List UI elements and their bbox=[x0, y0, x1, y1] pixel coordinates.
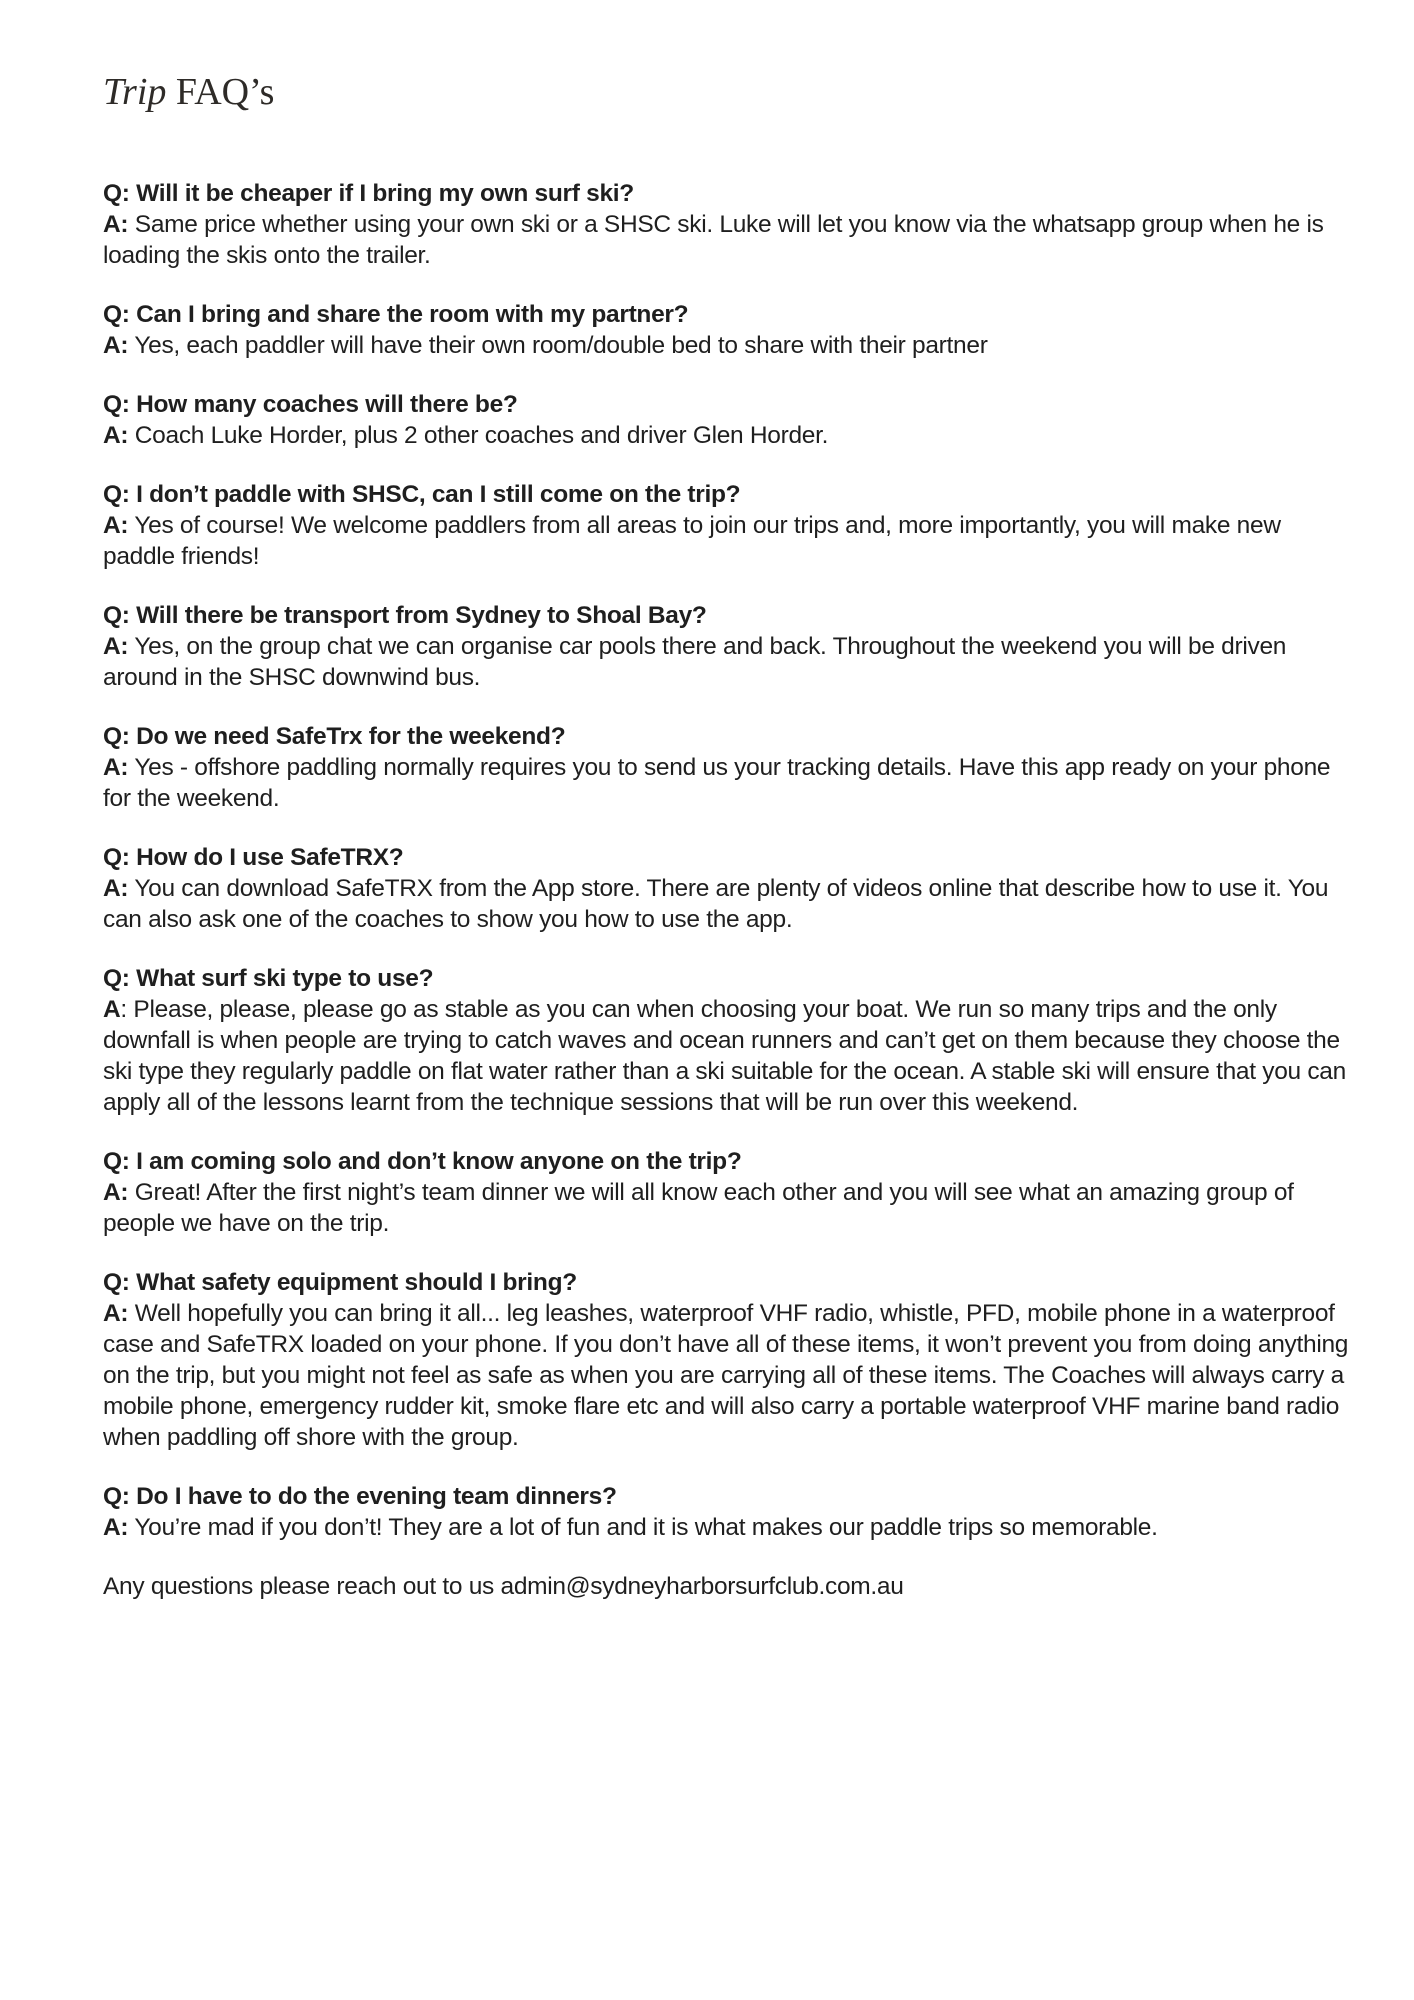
faq-item bbox=[103, 1267, 1350, 1453]
faq-item bbox=[103, 963, 1350, 1118]
faq-answer-text: Yes, on the group chat we can organise car pools there and back. Throughout the weekend you will be driven around in the SHSC downwind bus. bbox=[103, 633, 1287, 691]
faq-answer-text: Yes, each paddler will have their own room/double bed to share with their partner bbox=[128, 332, 988, 359]
faq-item bbox=[103, 1481, 1350, 1543]
faq-item bbox=[103, 842, 1350, 935]
faq-answer-text: Well hopefully you can bring it all... leg leashes, waterproof VHF radio, whistle, PFD, mobile phone in a waterproof case and SafeTRX loaded on your phone. If you don’t have all of these items, it won’t prevent you from doing anything on the trip, but you might not feel as safe as when you are carrying all of these items. The Coaches will always carry a mobile phone, emergency rudder kit, smoke flare etc and will also carry a portable waterproof VHF marine band radio when paddling off shore with the group. bbox=[103, 1300, 1349, 1451]
faq-answer-label: A: bbox=[103, 422, 129, 449]
faq-answer-text: You’re mad if you don’t! They are a lot of fun and it is what makes our paddle trips so memorable. bbox=[128, 1514, 1158, 1541]
faq-list bbox=[103, 178, 1350, 1543]
faq-answer-text: Same price whether using your own ski or a SHSC ski. Luke will let you know via the whatsapp group when he is loading the skis onto the trailer. bbox=[103, 211, 1324, 269]
faq-question-text: Q: How do I use SafeTRX? bbox=[103, 844, 404, 871]
faq-answer-label: A: bbox=[103, 633, 129, 660]
faq-answer-label: A bbox=[103, 996, 121, 1023]
faq-question-text: Q: What safety equipment should I bring? bbox=[103, 1269, 577, 1296]
faq-question bbox=[103, 1267, 1350, 1298]
faq-answer bbox=[103, 209, 1350, 271]
faq-answer bbox=[103, 1512, 1350, 1543]
faq-question-text: Q: Will there be transport from Sydney to Shoal Bay? bbox=[103, 602, 707, 629]
faq-question-text: Q: Can I bring and share the room with my partner? bbox=[103, 301, 689, 328]
faq-question bbox=[103, 178, 1350, 209]
faq-answer-label: A: bbox=[103, 1514, 129, 1541]
contact-note: Any questions please reach out to us admin@sydneyharborsurfclub.com.au bbox=[103, 1573, 904, 1600]
faq-question bbox=[103, 963, 1350, 994]
faq-answer-text: You can download SafeTRX from the App store. There are plenty of videos online that describe how to use it. You can also ask one of the coaches to show you how to use the app. bbox=[103, 875, 1329, 933]
faq-answer bbox=[103, 631, 1350, 693]
faq-question bbox=[103, 1481, 1350, 1512]
faq-answer-label: A: bbox=[103, 512, 129, 539]
faq-answer-text: Yes of course! We welcome paddlers from all areas to join our trips and, more importantly, you will make new paddle friends! bbox=[103, 512, 1281, 570]
faq-question-text: Q: Will it be cheaper if I bring my own surf ski? bbox=[103, 180, 634, 207]
faq-question bbox=[103, 721, 1350, 752]
faq-question-text: Q: How many coaches will there be? bbox=[103, 391, 518, 418]
faq-answer bbox=[103, 1298, 1350, 1453]
faq-answer-text: Yes - offshore paddling normally requires you to send us your tracking details. Have this app ready on your phone for the weekend. bbox=[103, 754, 1331, 812]
page-title-italic-word: Trip bbox=[103, 71, 167, 113]
faq-answer-label: A: bbox=[103, 332, 129, 359]
faq-answer bbox=[103, 752, 1350, 814]
faq-answer-text: Coach Luke Horder, plus 2 other coaches and driver Glen Horder. bbox=[128, 422, 829, 449]
faq-answer bbox=[103, 330, 1350, 361]
faq-question bbox=[103, 842, 1350, 873]
faq-answer bbox=[103, 994, 1350, 1118]
faq-item bbox=[103, 479, 1350, 572]
faq-answer-label: A: bbox=[103, 1179, 129, 1206]
faq-item bbox=[103, 389, 1350, 451]
faq-answer-label: A: bbox=[103, 1300, 129, 1327]
faq-question bbox=[103, 479, 1350, 510]
faq-question-text: Q: Do we need SafeTrx for the weekend? bbox=[103, 723, 566, 750]
faq-answer bbox=[103, 510, 1350, 572]
faq-item bbox=[103, 1146, 1350, 1239]
faq-item bbox=[103, 299, 1350, 361]
faq-question bbox=[103, 600, 1350, 631]
faq-item bbox=[103, 178, 1350, 271]
faq-question bbox=[103, 1146, 1350, 1177]
faq-question-text: Q: Do I have to do the evening team dinners? bbox=[103, 1483, 617, 1510]
faq-answer bbox=[103, 420, 1350, 451]
faq-answer-label: A: bbox=[103, 875, 129, 902]
faq-answer-label: A: bbox=[103, 754, 129, 781]
faq-item bbox=[103, 721, 1350, 814]
faq-answer-label-separator: : bbox=[120, 996, 127, 1023]
faq-answer bbox=[103, 873, 1350, 935]
page-title-regular-word: FAQ’s bbox=[166, 71, 275, 113]
faq-question bbox=[103, 299, 1350, 330]
faq-question-text: Q: What surf ski type to use? bbox=[103, 965, 434, 992]
faq-answer-label: A: bbox=[103, 211, 129, 238]
faq-answer-text: Great! After the first night’s team dinner we will all know each other and you will see what an amazing group of people we have on the trip. bbox=[103, 1179, 1294, 1237]
faq-question-text: Q: I am coming solo and don’t know anyone on the trip? bbox=[103, 1148, 742, 1175]
faq-question-text: Q: I don’t paddle with SHSC, can I still come on the trip? bbox=[103, 481, 741, 508]
faq-question bbox=[103, 389, 1350, 420]
faq-answer-text: Please, please, please go as stable as you can when choosing your boat. We run so many trips and the only downfall is when people are trying to catch waves and ocean runners and can’t get on them because they choose the ski type they regularly paddle on flat water rather than a ski suitable for the ocean. A stable ski will ensure that you can apply all of the lessons learnt from the technique sessions that will be run over this weekend. bbox=[103, 996, 1346, 1116]
page-title bbox=[103, 70, 1350, 114]
faq-item bbox=[103, 600, 1350, 693]
faq-answer bbox=[103, 1177, 1350, 1239]
